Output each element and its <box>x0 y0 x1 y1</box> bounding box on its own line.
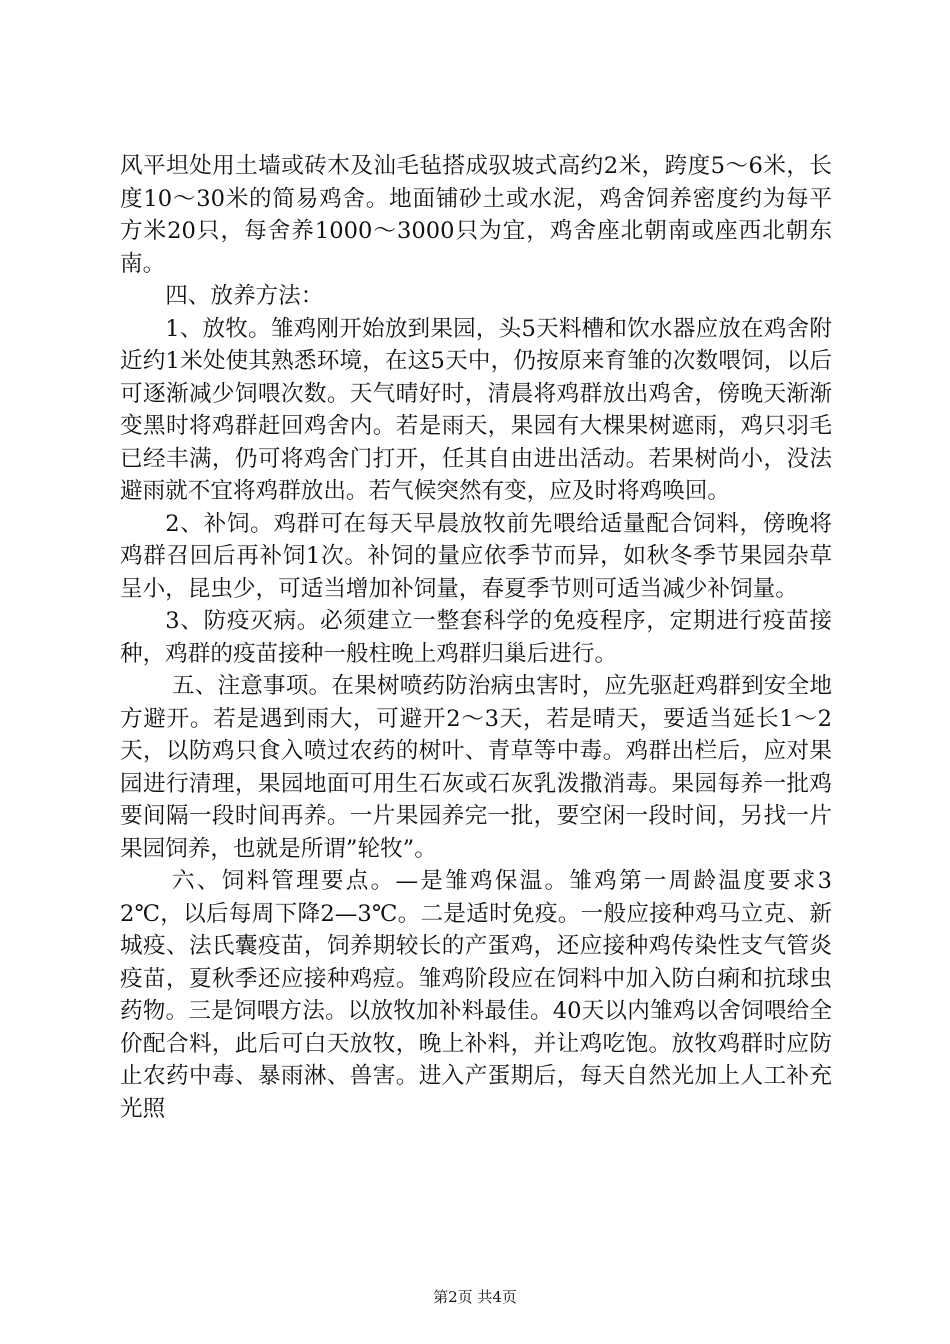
paragraph-grazing: 1、放牧。雏鸡刚开始放到果园，头5天料槽和饮水器应放在鸡舍附近约1米处使其熟悉环境，在这5天中，仍按原来育雏的次数喂饲，以后可逐渐减少饲喂次数。天气晴好时，清晨将鸡群放出鸡舍，傍晚天渐渐变黑时将鸡群赶回鸡舍内。若是雨天，果园有大棵果树遮雨，鸡只羽毛已经丰满，仍可将鸡舍门打开，任其自由进出活动。若果树尚小，没法避雨就不宜将鸡群放出。若气候突然有变，应及时将鸡唤回。 <box>120 315 832 504</box>
paragraph-supplement-feeding: 2、补饲。鸡群可在每天早晨放牧前先喂给适量配合饲料，傍晚将鸡群召回后再补饲1次。补饲的量应依季节而异，如秋冬季节果园杂草呈小，昆虫少，可适当增加补饲量，春夏季节则可适当减少补饲量。 <box>120 510 832 602</box>
section-heading-4: 四、放养方法： <box>165 283 324 309</box>
paragraph-continued: 风平坦处用土墙或砖木及汕毛毡搭成驭坡式高约2米，跨度5～6米，长度10～30米的简易鸡舍。地面铺砂土或水泥，鸡舍饲养密度约为每平方米20只，每舍养1000～3000只为宜，鸡舍座北朝南或座西北朝东南。 <box>120 153 832 277</box>
paragraph-feed-management: 六、饲料管理要点。—是雏鸡保温。雏鸡第一周龄温度要求32℃，以后每周下降2—3℃。二是适时免疫。一般应接种鸡马立克、新城疫、法氏囊疫苗，饲养期较长的产蛋鸡，还应接种鸡传染性支气管炎疫苗，夏秋季还应接种鸡痘。雏鸡阶段应在饲料中加入防白痢和抗球虫药物。三是饲喂方法。以放牧加补料最佳。40天以内雏鸡以舍饲喂给全价配合料，此后可白天放牧，晚上补料，并让鸡吃饱。放牧鸡群时应防止农药中毒、暴雨淋、兽害。进入产蛋期后，每天自然光加上人工补充光照 <box>120 868 832 1122</box>
document-body <box>120 150 832 1125</box>
paragraph-precautions: 五、注意事项。在果树喷药防治病虫害时，应先驱赶鸡群到安全地方避开。若是遇到雨大，可避开2～3天，若是晴天，要适当延长1～2天，以防鸡只食入喷过农药的树叶、青草等中毒。鸡群出栏后，应对果园进行清理，果园地面可用生石灰或石灰乳泼撒消毒。果园每养一批鸡要间隔一段时间再养。一片果园养完一批，要空闲一段时间，另找一片果园饲养，也就是所谓”轮牧”。 <box>120 673 832 862</box>
page-number-footer: 第2页 共4页 <box>433 1288 517 1306</box>
paragraph-disease-prevention: 3、防疫灭病。必须建立一整套科学的免疫程序，定期进行疫苗接种，鸡群的疫苗接种一般柱晚上鸡群归巢后进行。 <box>120 608 832 667</box>
